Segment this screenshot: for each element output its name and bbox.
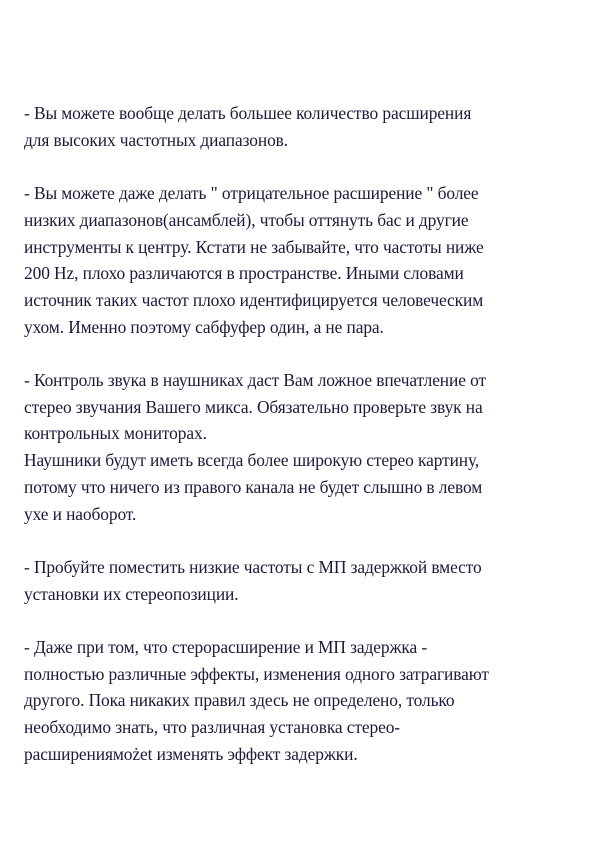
paragraph-negative-widening	[24, 180, 584, 340]
paragraph-high-frequency-widening	[24, 100, 584, 153]
document-body	[24, 100, 584, 794]
text-line: - Даже при том, что стерорасширение и МП задержка -	[24, 637, 428, 657]
text-line: контрольных мониторах.	[24, 423, 207, 444]
text-line: ухе и наоборот.	[24, 503, 137, 524]
text-line: другого. Пока никаких правил здесь не определено, только	[24, 690, 455, 711]
text-line: расширениямożet изменять эффект задержки.	[24, 743, 358, 764]
text-line: стерео звучания Вашего микса. Обязательно проверьте звук на	[24, 396, 483, 417]
text-line: - Контроль звука в наушниках даст Вам ложное впечатление от	[24, 370, 486, 390]
text-line: - Вы можете даже делать " отрицательное расширение " более	[24, 183, 479, 204]
paragraph-headphones	[24, 367, 584, 527]
text-line: инструменты к центру. Кстати не забывайте, что частоты ниже	[24, 236, 484, 257]
text-line: 200 Hz, плохо различаются в пространстве. Иными словами	[24, 263, 464, 284]
text-line: - Вы можете вообще делать большее количество расширения	[24, 103, 472, 123]
text-line: необходимо знать, что различная установка стерео-	[24, 717, 401, 738]
text-line: - Пробуйте поместить низкие частоты с МП задержкой вместо	[24, 556, 482, 577]
text-line: источник таких частот плохо идентифицируется человеческим	[24, 289, 484, 310]
text-line: полностью различные эффекты, изменения одного затрагивают	[24, 663, 489, 684]
text-line: Наушники будут иметь всегда более широкую стерео картину,	[24, 450, 480, 471]
text-line: ухом. Именно поэтому сабфуфер один, а не пара.	[24, 316, 384, 337]
paragraph-stereo-widening-vs-delay	[24, 634, 584, 768]
text-line: потому что ничего из правого канала не будет слышно в левом	[24, 476, 483, 497]
text-line: низких диапазонов(ансамблей), чтобы оттянуть бас и другие	[24, 209, 469, 230]
text-line: установки их стереопозиции.	[24, 583, 239, 604]
text-line: для высоких частотных диапазонов.	[24, 129, 289, 150]
paragraph-low-frequencies-delay	[24, 554, 584, 607]
